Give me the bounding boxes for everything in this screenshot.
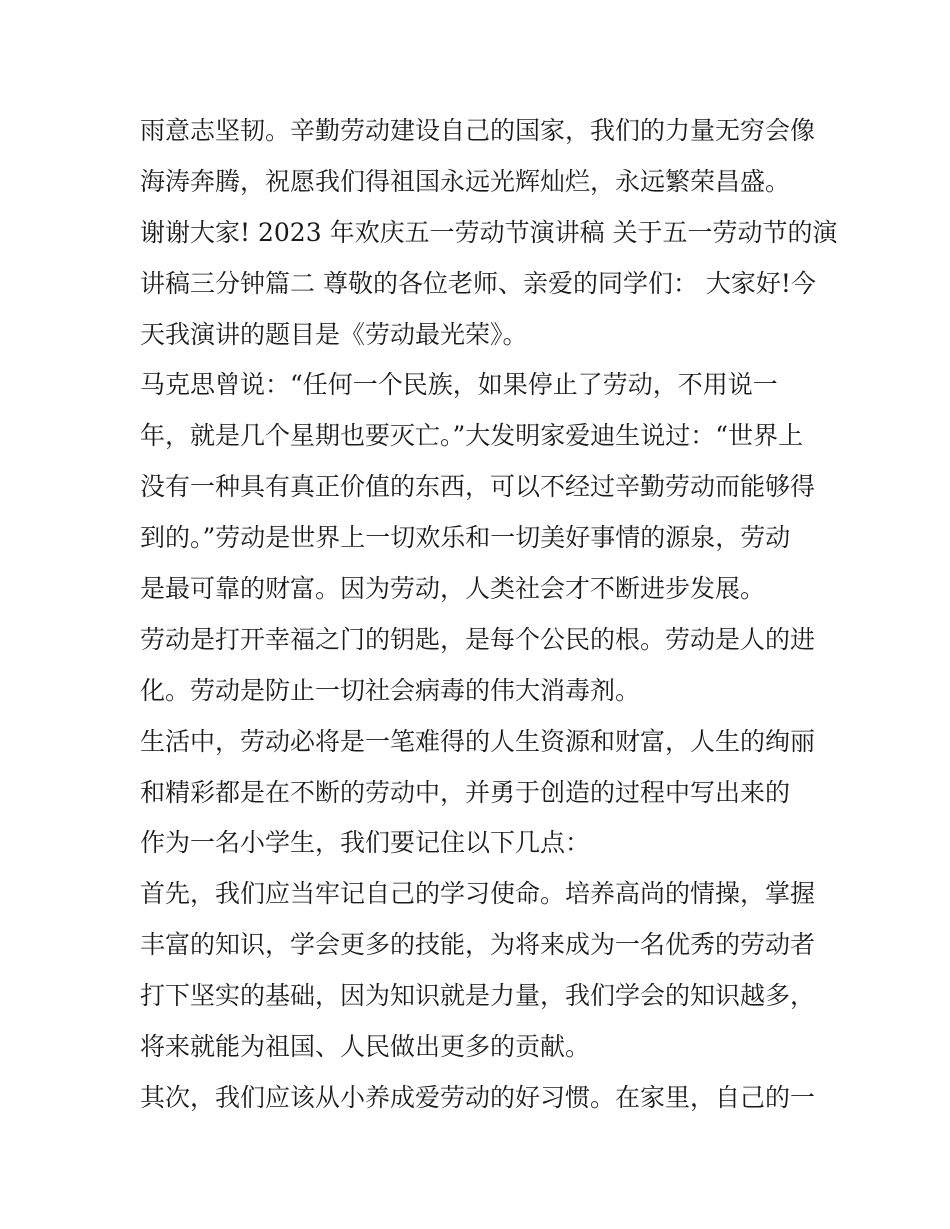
text-line: 将来就能为祖国、人民做出更多的贡献。 bbox=[140, 1032, 591, 1062]
text-line: 打下坚实的基础，因为知识就是力量，我们学会的知识越多， bbox=[140, 981, 816, 1011]
text-line: 到的。”劳动是世界上一切欢乐和一切美好事情的源泉，劳动 bbox=[140, 523, 791, 553]
text-line: 作为一名小学生，我们要记住以下几点： bbox=[140, 828, 591, 858]
text-line: 丰富的知识，学会更多的技能，为将来成为一名优秀的劳动者 bbox=[140, 930, 816, 960]
text-line: 天我演讲的题目是《劳动最光荣》。 bbox=[140, 319, 528, 349]
document-body bbox=[140, 106, 838, 1124]
text-line: 劳动是打开幸福之门的钥匙，是每个公民的根。劳动是人的进 bbox=[140, 624, 816, 654]
text-line: 首先，我们应当牢记自己的学习使命。培养高尚的情操，掌握 bbox=[140, 879, 816, 909]
text-line: 和精彩都是在不断的劳动中，并勇于创造的过程中写出来的 bbox=[140, 777, 791, 807]
text-line: 海涛奔腾，祝愿我们得祖国永远光辉灿烂，永远繁荣昌盛。 bbox=[140, 166, 791, 196]
text-line: 生活中，劳动必将是一笔难得的人生资源和财富，人生的绚丽 bbox=[140, 726, 816, 756]
text-line: 马克思曾说：“任何一个民族，如果停止了劳动，不用说一 bbox=[140, 370, 778, 400]
text-line: 年，就是几个星期也要灭亡。”大发明家爱迪生说过：“世界上 bbox=[140, 421, 804, 451]
text-line: 谢谢大家! 2023 年欢庆五一劳动节演讲稿 关于五一劳动节的演 bbox=[140, 217, 838, 247]
text-line: 没有一种具有真正价值的东西，可以不经过辛勤劳动而能够得 bbox=[140, 472, 816, 502]
text-line: 是最可靠的财富。因为劳动，人类社会才不断进步发展。 bbox=[140, 574, 766, 604]
text-line: 雨意志坚韧。辛勤劳动建设自己的国家，我们的力量无穷会像 bbox=[140, 116, 816, 145]
text-line: 化。劳动是防止一切社会病毒的伟大消毒剂。 bbox=[140, 675, 641, 705]
text-line: 讲稿三分钟篇二 尊敬的各位老师、亲爱的同学们： 大家好!今 bbox=[140, 268, 816, 298]
text-line: 其次，我们应该从小养成爱劳动的好习惯。在家里，自己的一 bbox=[140, 1082, 816, 1112]
